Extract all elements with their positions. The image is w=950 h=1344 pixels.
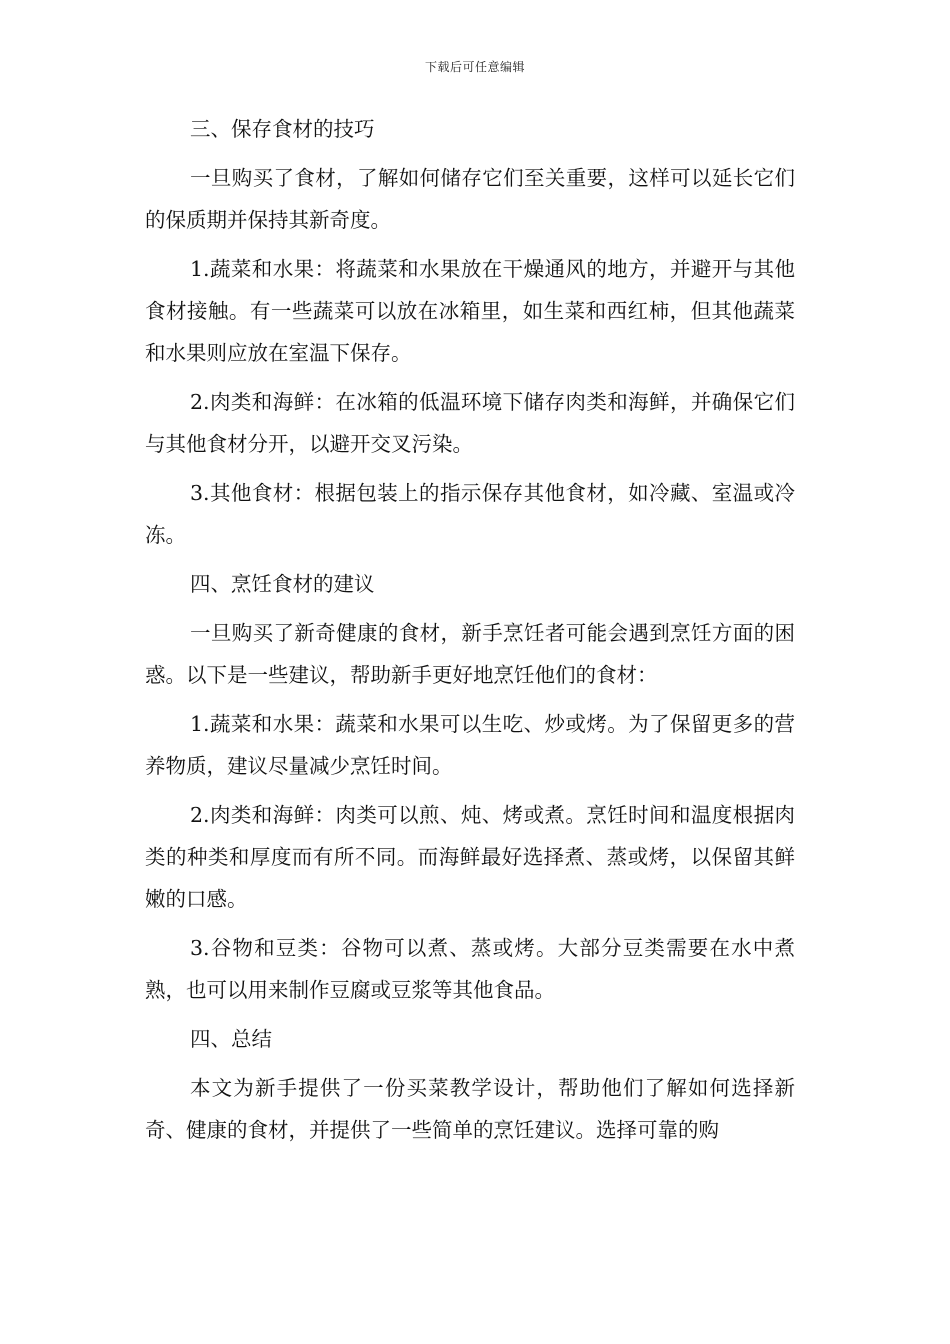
paragraph-storage-vegetables: 1.蔬菜和水果：将蔬菜和水果放在干燥通风的地方，并避开与其他食材接触。有一些蔬菜可以放在冰箱里，如生菜和西红柿，但其他蔬菜和水果则应放在室温下保存。 [145, 257, 795, 365]
paragraph-storage-other: 3.其他食材：根据包装上的指示保存其他食材，如冷藏、室温或冷冻。 [145, 481, 795, 547]
paragraph-cooking-vegetables: 1.蔬菜和水果：蔬菜和水果可以生吃、炒或烤。为了保留更多的营养物质，建议尽量减少烹饪时间。 [145, 712, 795, 778]
paragraph-storage-intro: 一旦购买了食材，了解如何储存它们至关重要，这样可以延长它们的保质期并保持其新奇度。 [145, 166, 795, 232]
section-heading-storage: 三、保存食材的技巧 [190, 117, 375, 141]
paragraph-cooking-grains: 3.谷物和豆类：谷物可以煮、蒸或烤。大部分豆类需要在水中煮熟，也可以用来制作豆腐或豆浆等其他食品。 [145, 936, 795, 1002]
header-note: 下载后可任意编辑 [424, 60, 525, 74]
section-heading-summary: 四、总结 [190, 1027, 272, 1051]
paragraph-cooking-intro: 一旦购买了新奇健康的食材，新手烹饪者可能会遇到烹饪方面的困惑。以下是一些建议，帮助新手更好地烹饪他们的食材： [145, 621, 795, 687]
paragraph-summary: 本文为新手提供了一份买菜教学设计，帮助他们了解如何选择新奇、健康的食材，并提供了一些简单的烹饪建议。选择可靠的购 [145, 1076, 795, 1142]
paragraph-storage-meat: 2.肉类和海鲜：在冰箱的低温环境下储存肉类和海鲜，并确保它们与其他食材分开，以避开交叉污染。 [145, 390, 795, 456]
document-body [145, 108, 795, 1158]
paragraph-cooking-meat: 2.肉类和海鲜：肉类可以煎、炖、烤或煮。烹饪时间和温度根据肉类的种类和厚度而有所不同。而海鲜最好选择煮、蒸或烤，以保留其鲜嫩的口感。 [145, 803, 795, 911]
section-heading-cooking: 四、烹饪食材的建议 [190, 572, 375, 596]
